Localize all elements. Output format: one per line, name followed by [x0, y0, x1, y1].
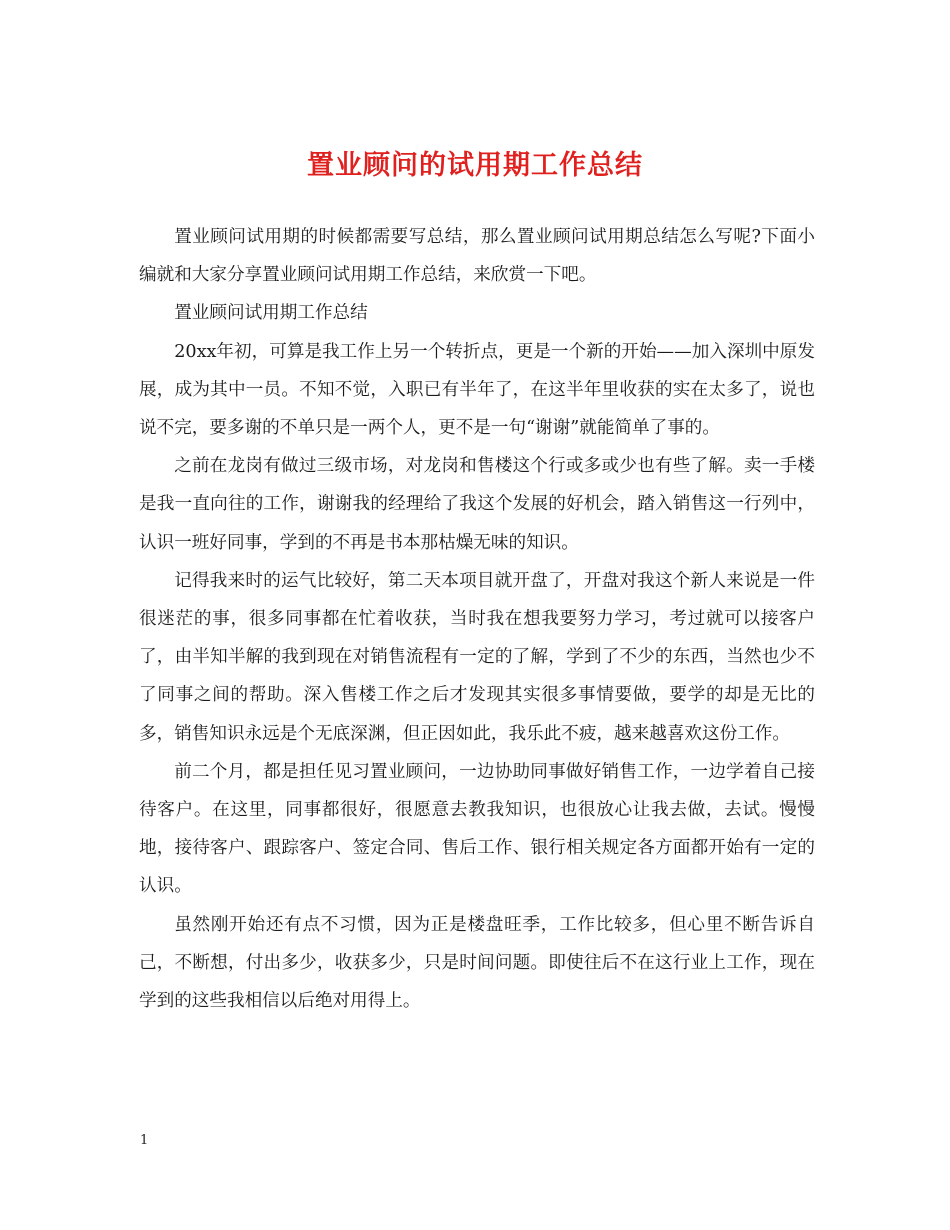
document-body: [139, 218, 815, 1020]
paragraph-2: 之前在龙岗有做过三级市场，对龙岗和售楼这个行或多或少也有些了解。卖一手楼是我一直向往的工作，谢谢我的经理给了我这个发展的好机会，踏入销售这一行列中，认识一班好同事，学到的不再是书本那枯燥无味的知识。: [139, 456, 815, 553]
document-title: 置业顾问的试用期工作总结: [307, 150, 643, 181]
paragraph-3: 记得我来时的运气比较好，第二天本项目就开盘了，开盘对我这个新人来说是一件很迷茫的事，很多同事都在忙着收获，当时我在想我要努力学习，考过就可以接客户了，由半知半解的我到现在对销售流程有一定的了解，学到了不少的东西，当然也少不了同事之间的帮助。深入售楼工作之后才发现其实很多事情要做，要学的却是无比的多，销售知识永远是个无底深渊，但正因如此，我乐此不疲，越来越喜欢这份工作。: [139, 570, 815, 744]
paragraph-intro: 置业顾问试用期的时候都需要写总结，那么置业顾问试用期总结怎么写呢?下面小编就和大家分享置业顾问试用期工作总结，来欣赏一下吧。: [139, 227, 815, 286]
paragraph-subtitle: 置业顾问试用期工作总结: [174, 303, 368, 324]
paragraph-5: 虽然刚开始还有点不习惯，因为正是楼盘旺季，工作比较多，但心里不断告诉自己，不断想，付出多少，收获多少，只是时间问题。即使往后不在这行业上工作，现在学到的这些我相信以后绝对用得上。: [139, 914, 815, 1012]
paragraph-1: 20xx年初，可算是我工作上另一个转折点，更是一个新的开始——加入深圳中原发展，成为其中一员。不知不觉，入职已有半年了，在这半年里收获的实在太多了，说也说不完，要多谢的不单只是一两个人，更不是一句“谢谢”就能简单了事的。: [139, 341, 815, 439]
paragraph-4: 前二个月，都是担任见习置业顾问，一边协助同事做好销售工作，一边学着自己接待客户。在这里，同事都很好，很愿意去教我知识，也很放心让我去做，去试。慢慢地，接待客户、跟踪客户、签定合同、售后工作、银行相关规定各方面都开始有一定的认识。: [139, 761, 815, 897]
page-number: 1: [140, 1133, 149, 1148]
